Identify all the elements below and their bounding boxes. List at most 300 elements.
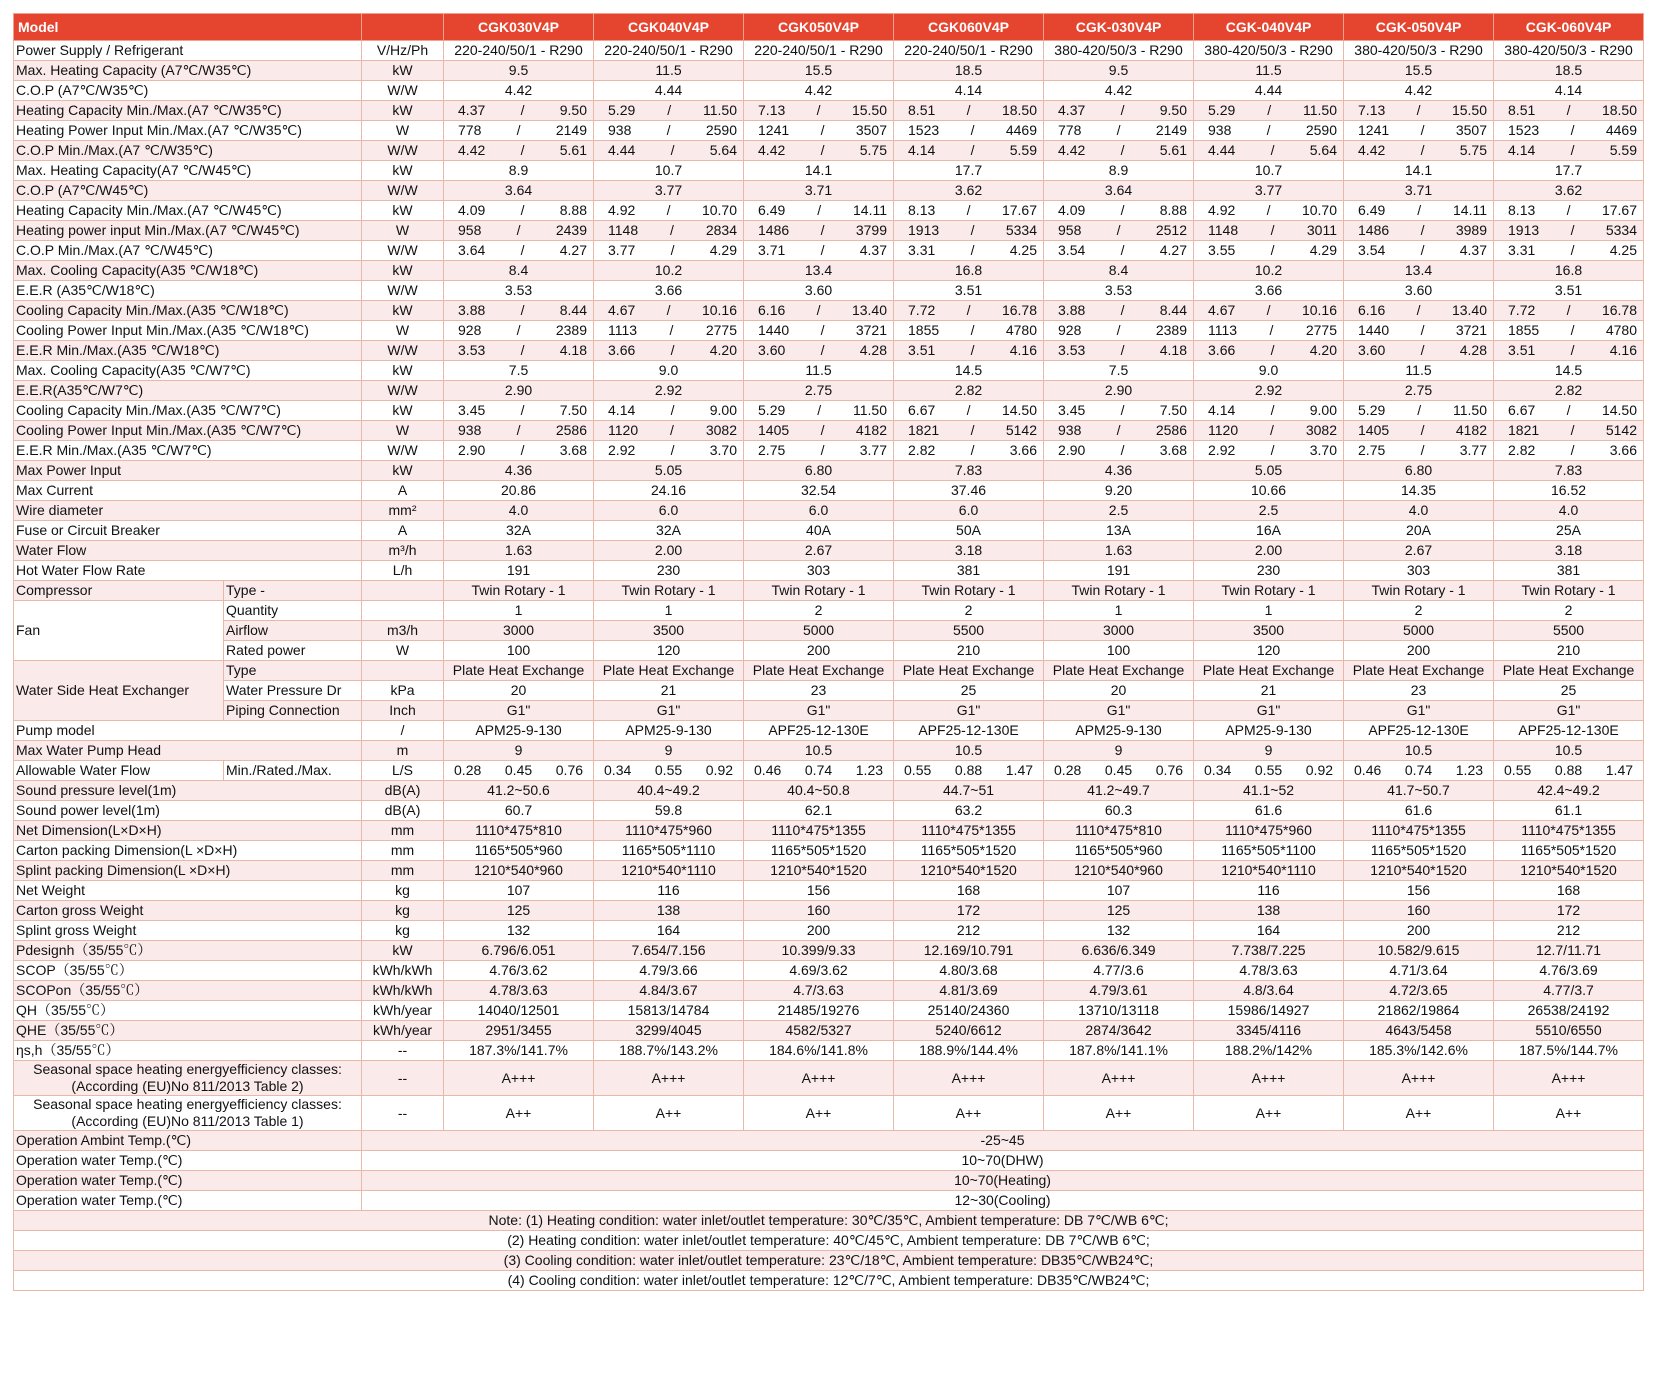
min-value: 3.71 (758, 242, 786, 258)
min-value: 6.67 (1508, 402, 1536, 418)
max-value: 3.77 (1459, 442, 1487, 458)
value-cell: A++ (1194, 1096, 1344, 1131)
max-value: 11.50 (1453, 402, 1487, 418)
value-cell: 4.69/3.62 (744, 961, 894, 981)
minmax-pair (1196, 102, 1341, 119)
minmax-pair (596, 102, 741, 119)
max-value: 8.44 (559, 302, 587, 318)
value-cell (1344, 421, 1494, 441)
minmax-pair (1046, 202, 1191, 219)
min-value: 3.31 (908, 242, 936, 258)
value-cell: 15.5 (744, 61, 894, 81)
max-value: 3.70 (1309, 442, 1337, 458)
spec-label: Water Side Heat Exchanger (14, 661, 224, 721)
value-cell (594, 421, 744, 441)
spec-sublabel: Water Pressure Dr (224, 681, 362, 701)
value-cell (444, 101, 594, 121)
separator: / (1270, 222, 1275, 238)
spec-sublabel: Piping Connection (224, 701, 362, 721)
value-cell (1494, 761, 1644, 781)
spec-row (14, 1191, 1644, 1211)
separator: / (1266, 302, 1271, 318)
value-cell: 2.67 (744, 541, 894, 561)
separator: / (669, 322, 674, 338)
separator: / (670, 422, 674, 438)
minmax-pair (1046, 422, 1191, 439)
spec-row (14, 121, 1644, 141)
separator: / (1570, 242, 1575, 258)
value-cell: 9 (1044, 741, 1194, 761)
max-value: 10.70 (701, 202, 738, 218)
minmax-pair (446, 402, 591, 419)
unit-cell: m³/h (362, 541, 444, 561)
min-value: 1113 (608, 322, 638, 338)
minmax-pair (1196, 322, 1341, 339)
value-cell: 2 (1494, 601, 1644, 621)
value-cell: 20 (1044, 681, 1194, 701)
min-value: 5.29 (758, 402, 786, 418)
minmax-pair (1346, 442, 1491, 459)
spec-row (14, 761, 1644, 781)
value-cell (444, 341, 594, 361)
separator: / (816, 102, 821, 118)
value-cell: 21 (1194, 681, 1344, 701)
spec-row (14, 521, 1644, 541)
unit-cell: kW (362, 361, 444, 381)
spec-row (14, 281, 1644, 301)
value-cell: APF25-12-130E (744, 721, 894, 741)
value-cell: 6.0 (744, 501, 894, 521)
flow-value: 0.45 (1104, 762, 1133, 778)
value-cell: 1.63 (1044, 541, 1194, 561)
model-name: CGK-060V4P (1494, 14, 1644, 41)
value-cell: 4.84/3.67 (594, 981, 744, 1001)
value-cell (744, 141, 894, 161)
min-value: 4.67 (608, 302, 636, 318)
separator: / (816, 302, 821, 318)
minmax-pair (1496, 322, 1641, 339)
separator: / (1270, 242, 1275, 258)
flow-triple (746, 762, 891, 779)
value-cell (744, 421, 894, 441)
value-cell: 10.5 (1494, 741, 1644, 761)
min-value: 958 (1058, 222, 1082, 238)
minmax-pair (1196, 342, 1341, 359)
note-line: (2) Heating condition: water inlet/outlet temperature: 40℃/45℃, Ambient temperature: DB 7℃/WB 6℃; (14, 1231, 1644, 1251)
value-cell: 156 (1344, 881, 1494, 901)
seasonal-label-line1: Seasonal space heating energyefficiency classes: (33, 1061, 342, 1077)
value-cell: 3500 (1194, 621, 1344, 641)
minmax-pair (746, 202, 891, 219)
value-cell (1344, 141, 1494, 161)
value-cell: 1165*505*960 (444, 841, 594, 861)
value-cell: 185.3%/142.6% (1344, 1041, 1494, 1061)
value-cell (1494, 101, 1644, 121)
min-value: 4.42 (758, 142, 786, 158)
max-value: 13.40 (851, 302, 888, 318)
spec-row (14, 461, 1644, 481)
minmax-pair (446, 142, 591, 159)
unit-cell: A (362, 521, 444, 541)
min-value: 1523 (1508, 122, 1540, 138)
max-value: 5334 (1005, 222, 1037, 238)
max-value: 2590 (705, 122, 738, 138)
minmax-pair (1196, 202, 1341, 219)
min-value: 3.51 (908, 342, 936, 358)
min-value: 2.90 (1058, 442, 1086, 458)
separator: / (820, 242, 825, 258)
unit-cell: kW (362, 301, 444, 321)
spec-row (14, 1271, 1644, 1291)
min-value: 7.72 (1508, 302, 1536, 318)
flow-value: 1.23 (1455, 762, 1484, 778)
spec-label: Carton gross Weight (14, 901, 362, 921)
value-cell: 18.5 (1494, 61, 1644, 81)
value-cell: Twin Rotary - 1 (1494, 581, 1644, 601)
max-value: 4.18 (559, 342, 587, 358)
value-cell: 125 (444, 901, 594, 921)
spec-label: Fan (14, 601, 224, 661)
value-cell (1494, 121, 1644, 141)
spec-row (14, 141, 1644, 161)
max-value: 4469 (1005, 122, 1037, 138)
max-value: 14.50 (1601, 402, 1638, 418)
separator: / (1570, 422, 1575, 438)
value-cell: 6.0 (594, 501, 744, 521)
value-cell: 63.2 (894, 801, 1044, 821)
value-cell (1194, 301, 1344, 321)
value-cell (744, 441, 894, 461)
value-cell: APF25-12-130E (1344, 721, 1494, 741)
separator: / (966, 102, 971, 118)
unit-cell: W/W (362, 381, 444, 401)
value-cell: 380-420/50/3 - R290 (1494, 41, 1644, 61)
value-cell: 4.44 (1194, 81, 1344, 101)
model-name: CGK040V4P (594, 14, 744, 41)
spec-row (14, 661, 1644, 681)
minmax-pair (446, 322, 591, 339)
model-name: CGK060V4P (894, 14, 1044, 41)
separator: / (970, 222, 975, 238)
minmax-pair (1346, 222, 1491, 239)
spec-label: Hot Water Flow Rate (14, 561, 362, 581)
min-value: 6.49 (758, 202, 786, 218)
value-cell: 1110*475*1355 (744, 821, 894, 841)
unit-cell: kWh/kWh (362, 981, 444, 1001)
unit-cell: dB(A) (362, 801, 444, 821)
value-cell: 4.42 (1344, 81, 1494, 101)
value-cell: 3.18 (894, 541, 1044, 561)
value-cell: 10.7 (1194, 161, 1344, 181)
spec-row (14, 921, 1644, 941)
header-row (14, 14, 1644, 41)
flow-triple (896, 762, 1041, 779)
value-cell: Twin Rotary - 1 (744, 581, 894, 601)
spec-label: Operation Ambint Temp.(℃) (14, 1131, 362, 1151)
minmax-pair (896, 122, 1041, 139)
value-cell (1494, 241, 1644, 261)
min-value: 1486 (758, 222, 790, 238)
value-cell (1044, 141, 1194, 161)
value-cell (894, 241, 1044, 261)
unit-cell: -- (362, 1041, 444, 1061)
max-value: 2775 (705, 322, 738, 338)
min-value: 4.14 (608, 402, 636, 418)
min-value: 4.92 (608, 202, 636, 218)
unit-cell: W (362, 641, 444, 661)
spec-label: Splint gross Weight (14, 921, 362, 941)
minmax-pair (596, 142, 741, 159)
max-value: 4.37 (859, 242, 887, 258)
value-cell: 32A (594, 521, 744, 541)
value-cell (894, 321, 1044, 341)
unit-cell: L/h (362, 561, 444, 581)
value-cell: 5000 (744, 621, 894, 641)
value-cell (1344, 101, 1494, 121)
value-cell: 16.8 (894, 261, 1044, 281)
max-value: 10.16 (701, 302, 738, 318)
minmax-pair (896, 302, 1041, 319)
spec-row (14, 341, 1644, 361)
value-cell: 3.62 (1494, 181, 1644, 201)
min-value: 2.90 (458, 442, 486, 458)
value-cell: 188.9%/144.4% (894, 1041, 1044, 1061)
unit-cell: / (362, 721, 444, 741)
value-cell: 10.5 (744, 741, 894, 761)
value-cell: 3.60 (744, 281, 894, 301)
value-cell (1344, 201, 1494, 221)
minmax-pair (1196, 242, 1341, 259)
value-cell: 3000 (1044, 621, 1194, 641)
max-value: 4182 (1455, 422, 1487, 438)
value-cell: 3299/4045 (594, 1021, 744, 1041)
spec-label: Max. Cooling Capacity(A35 ℃/W18℃) (14, 261, 362, 281)
value-cell: 16.52 (1494, 481, 1644, 501)
min-value: 8.51 (1508, 102, 1536, 118)
separator: / (820, 142, 825, 158)
max-value: 4.16 (1009, 342, 1037, 358)
flow-triple (596, 762, 741, 779)
value-cell: 9.5 (444, 61, 594, 81)
value-cell: G1" (1344, 701, 1494, 721)
spec-row (14, 221, 1644, 241)
value-cell: 3.62 (894, 181, 1044, 201)
min-value: 938 (458, 422, 482, 438)
minmax-pair (446, 222, 591, 239)
value-cell: G1" (744, 701, 894, 721)
spec-table (13, 13, 1644, 1291)
minmax-pair (1346, 142, 1491, 159)
seasonal-label-line2: (According (EU)No 811/2013 Table 2) (71, 1078, 304, 1094)
max-value: 10.70 (1301, 202, 1338, 218)
separator: / (1116, 122, 1121, 138)
value-cell: APM25-9-130 (1044, 721, 1194, 741)
value-cell: 3345/4116 (1194, 1021, 1344, 1041)
separator: / (1420, 442, 1425, 458)
max-value: 3082 (1305, 422, 1338, 438)
minmax-pair (896, 422, 1041, 439)
spec-row (14, 721, 1644, 741)
spec-row (14, 421, 1644, 441)
value-cell: 9.0 (1194, 361, 1344, 381)
value-cell: A++ (444, 1096, 594, 1131)
min-value: 4.09 (458, 202, 486, 218)
value-cell: 5.05 (1194, 461, 1344, 481)
value-cell: 21 (594, 681, 744, 701)
spec-row (14, 161, 1644, 181)
value-cell: 2 (1344, 601, 1494, 621)
minmax-pair (1346, 102, 1491, 119)
max-value: 3507 (1455, 122, 1487, 138)
value-cell: 25 (894, 681, 1044, 701)
minmax-pair (896, 142, 1041, 159)
max-value: 9.00 (709, 402, 737, 418)
value-cell: 1.63 (444, 541, 594, 561)
value-cell: 21485/19276 (744, 1001, 894, 1021)
unit-cell: kW (362, 101, 444, 121)
value-cell: 1110*475*1355 (1344, 821, 1494, 841)
min-value: 2.82 (1508, 442, 1536, 458)
min-value: 4.42 (1058, 142, 1086, 158)
value-cell: 16A (1194, 521, 1344, 541)
value-cell: 168 (1494, 881, 1644, 901)
spec-label: Pdesignh（35/55℃） (14, 941, 362, 961)
value-cell: 1210*540*1520 (744, 861, 894, 881)
spec-row (14, 941, 1644, 961)
minmax-pair (1046, 242, 1191, 259)
value-cell: 187.8%/141.1% (1044, 1041, 1194, 1061)
value-cell (444, 421, 594, 441)
unit-cell: W (362, 221, 444, 241)
flow-triple (446, 762, 591, 779)
value-cell: 1165*505*1100 (1194, 841, 1344, 861)
spec-label: Fuse or Circuit Breaker (14, 521, 362, 541)
value-cell (1194, 121, 1344, 141)
unit-cell: kg (362, 921, 444, 941)
separator: / (820, 222, 825, 238)
separator: / (1570, 142, 1575, 158)
value-cell (744, 101, 894, 121)
flow-value: 0.55 (1254, 762, 1283, 778)
max-value: 16.78 (1601, 302, 1638, 318)
value-cell: 200 (1344, 921, 1494, 941)
min-value: 928 (1058, 322, 1082, 338)
spec-row (14, 181, 1644, 201)
max-value: 3989 (1455, 222, 1487, 238)
value-cell: 3.53 (1044, 281, 1194, 301)
separator: / (1266, 202, 1271, 218)
value-cell: 5000 (1344, 621, 1494, 641)
separator: / (670, 222, 674, 238)
value-cell (1044, 321, 1194, 341)
unit-cell: kWh/year (362, 1021, 444, 1041)
value-cell: A+++ (1194, 1061, 1344, 1096)
min-value: 1913 (1508, 222, 1540, 238)
spec-label: E.E.R Min./Max.(A35 ℃/W7℃) (14, 441, 362, 461)
value-cell: 381 (894, 561, 1044, 581)
value-cell (1344, 441, 1494, 461)
value-cell: 160 (1344, 901, 1494, 921)
value-cell: 41.7~50.7 (1344, 781, 1494, 801)
spec-row (14, 1151, 1644, 1171)
value-cell: A+++ (1044, 1061, 1194, 1096)
value-cell: 13A (1044, 521, 1194, 541)
value-cell: 120 (1194, 641, 1344, 661)
value-cell (1044, 121, 1194, 141)
min-value: 1855 (908, 322, 940, 338)
separator: / (520, 242, 525, 258)
value-cell (1044, 101, 1194, 121)
value-cell: 116 (594, 881, 744, 901)
value-cell: 7.83 (1494, 461, 1644, 481)
unit-cell: W/W (362, 241, 444, 261)
min-value: 8.51 (908, 102, 936, 118)
value-cell: 164 (594, 921, 744, 941)
value-cell: 184.6%/141.8% (744, 1041, 894, 1061)
seasonal-label (14, 1061, 362, 1096)
value-cell: 7.738/7.225 (1194, 941, 1344, 961)
spec-row (14, 801, 1644, 821)
max-value: 17.67 (1601, 202, 1638, 218)
max-value: 4780 (1005, 322, 1037, 338)
value-cell: 15986/14927 (1194, 1001, 1344, 1021)
min-value: 3.55 (1208, 242, 1236, 258)
value-cell (594, 221, 744, 241)
max-value: 2439 (555, 222, 588, 238)
value-cell: 3.53 (444, 281, 594, 301)
value-cell: 120 (594, 641, 744, 661)
minmax-pair (896, 442, 1041, 459)
spec-label: Cooling Power Input Min./Max.(A35 ℃/W18℃) (14, 321, 362, 341)
spec-label: Power Supply / Refrigerant (14, 41, 362, 61)
separator: / (1267, 102, 1272, 118)
spec-row (14, 241, 1644, 261)
seasonal-label-line2: (According (EU)No 811/2013 Table 1) (71, 1113, 304, 1129)
minmax-pair (1046, 222, 1191, 239)
spec-label: C.O.P (A7℃/W45℃) (14, 181, 362, 201)
value-cell: 1165*505*960 (1044, 841, 1194, 861)
min-value: 6.67 (908, 402, 936, 418)
flow-value: 0.28 (454, 762, 482, 778)
seasonal-label (14, 1096, 362, 1131)
max-value: 2512 (1155, 222, 1188, 238)
spec-label: Heating Capacity Min./Max.(A7 ℃/W35℃) (14, 101, 362, 121)
operation-value: -25~45 (362, 1131, 1644, 1151)
value-cell: Twin Rotary - 1 (894, 581, 1044, 601)
spec-label: Heating power input Min./Max.(A7 ℃/W45℃) (14, 221, 362, 241)
value-cell: 191 (444, 561, 594, 581)
separator: / (1566, 202, 1571, 218)
max-value: 4.29 (1309, 242, 1337, 258)
separator: / (1570, 342, 1575, 358)
spec-label: Sound pressure level(1m) (14, 781, 362, 801)
value-cell: 1 (1194, 601, 1344, 621)
value-cell: 210 (1494, 641, 1644, 661)
unit-cell: kW (362, 201, 444, 221)
value-cell: 3.71 (1344, 181, 1494, 201)
value-cell (444, 321, 594, 341)
minmax-pair (746, 142, 891, 159)
value-cell: 172 (894, 901, 1044, 921)
flow-value: 0.76 (555, 762, 584, 778)
value-cell: 191 (1044, 561, 1194, 581)
max-value: 3721 (855, 322, 887, 338)
unit-cell: W/W (362, 341, 444, 361)
minmax-pair (746, 242, 891, 259)
value-cell: 61.6 (1194, 801, 1344, 821)
value-cell: 212 (1494, 921, 1644, 941)
min-value: 3.51 (1508, 342, 1536, 358)
